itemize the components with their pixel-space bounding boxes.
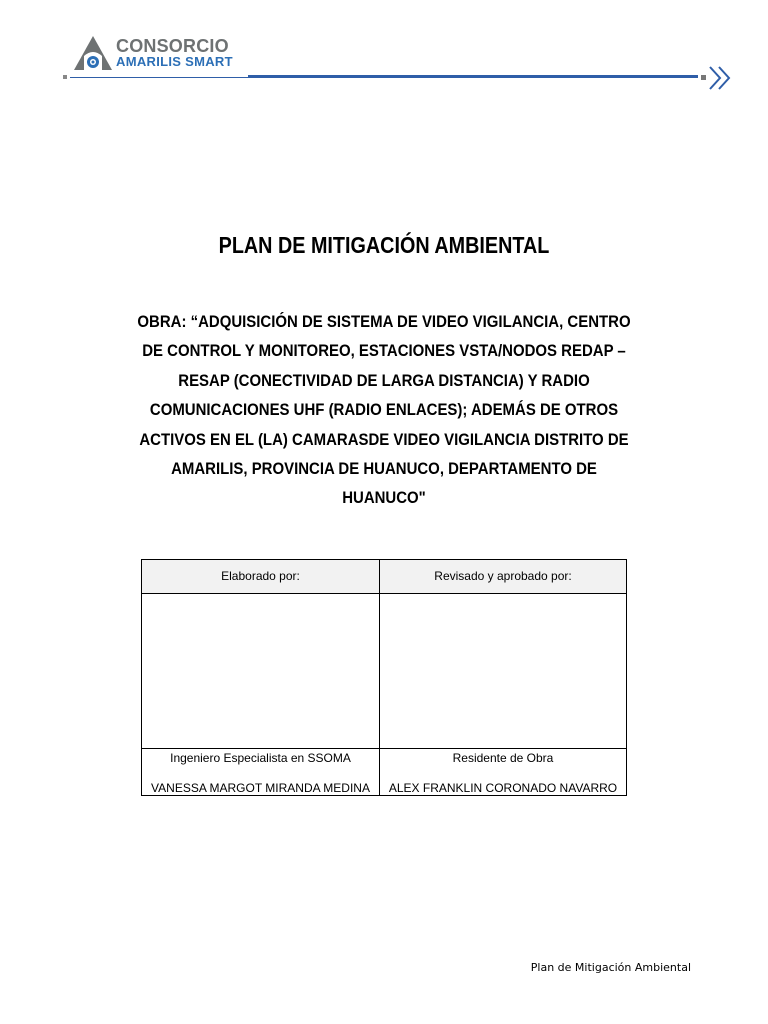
document-title: PLAN DE MITIGACIÓN AMBIENTAL	[218, 232, 550, 258]
company-logo	[72, 34, 242, 74]
elaborado-name: VANESSA MARGOT MIRANDA MEDINA	[151, 781, 370, 795]
obra-line: COMUNICACIONES UHF (RADIO ENLACES); ADEMÁS DE OTROS	[149, 400, 619, 420]
signature-row-divider	[142, 748, 626, 749]
obra-line: AMARILIS, PROVINCIA DE HUANUCO, DEPARTAMENTO DE	[171, 459, 597, 479]
page-footer: Plan de Mitigación Ambiental	[530, 961, 691, 974]
obra-line: HUANUCO"	[342, 488, 426, 508]
header-rule-endcap	[63, 75, 67, 79]
revisado-role: Residente de Obra	[452, 751, 554, 765]
revisado-name: ALEX FRANKLIN CORONADO NAVARRO	[388, 781, 618, 795]
obra-line: DE CONTROL Y MONITOREO, ESTACIONES VSTA/NODOS REDAP –	[142, 341, 626, 361]
obra-line: OBRA: “ADQUISICIÓN DE SISTEMA DE VIDEO VIGILANCIA, CENTRO	[137, 312, 631, 331]
double-chevron-right-icon	[700, 64, 740, 92]
signature-table	[141, 559, 627, 796]
elaborado-role: Ingeniero Especialista en SSOMA	[170, 751, 351, 765]
header-rule-thin	[70, 77, 250, 78]
header-rule	[248, 75, 698, 78]
logo-mark-icon	[72, 34, 114, 74]
obra-line: ACTIVOS EN EL (LA) CAMARASDE VIDEO VIGILANCIA DISTRITO DE	[139, 429, 629, 449]
elaborado-header: Elaborado por:	[221, 569, 300, 583]
obra-description	[126, 307, 642, 513]
obra-line: RESAP (CONECTIVIDAD DE LARGA DISTANCIA) Y RADIO	[178, 370, 590, 390]
revisado-header: Revisado y aprobado por:	[434, 569, 572, 583]
logo-text-amarilis-smart: AMARILIS SMART	[116, 54, 233, 69]
logo-text-consorcio: CONSORCIO	[116, 36, 229, 56]
